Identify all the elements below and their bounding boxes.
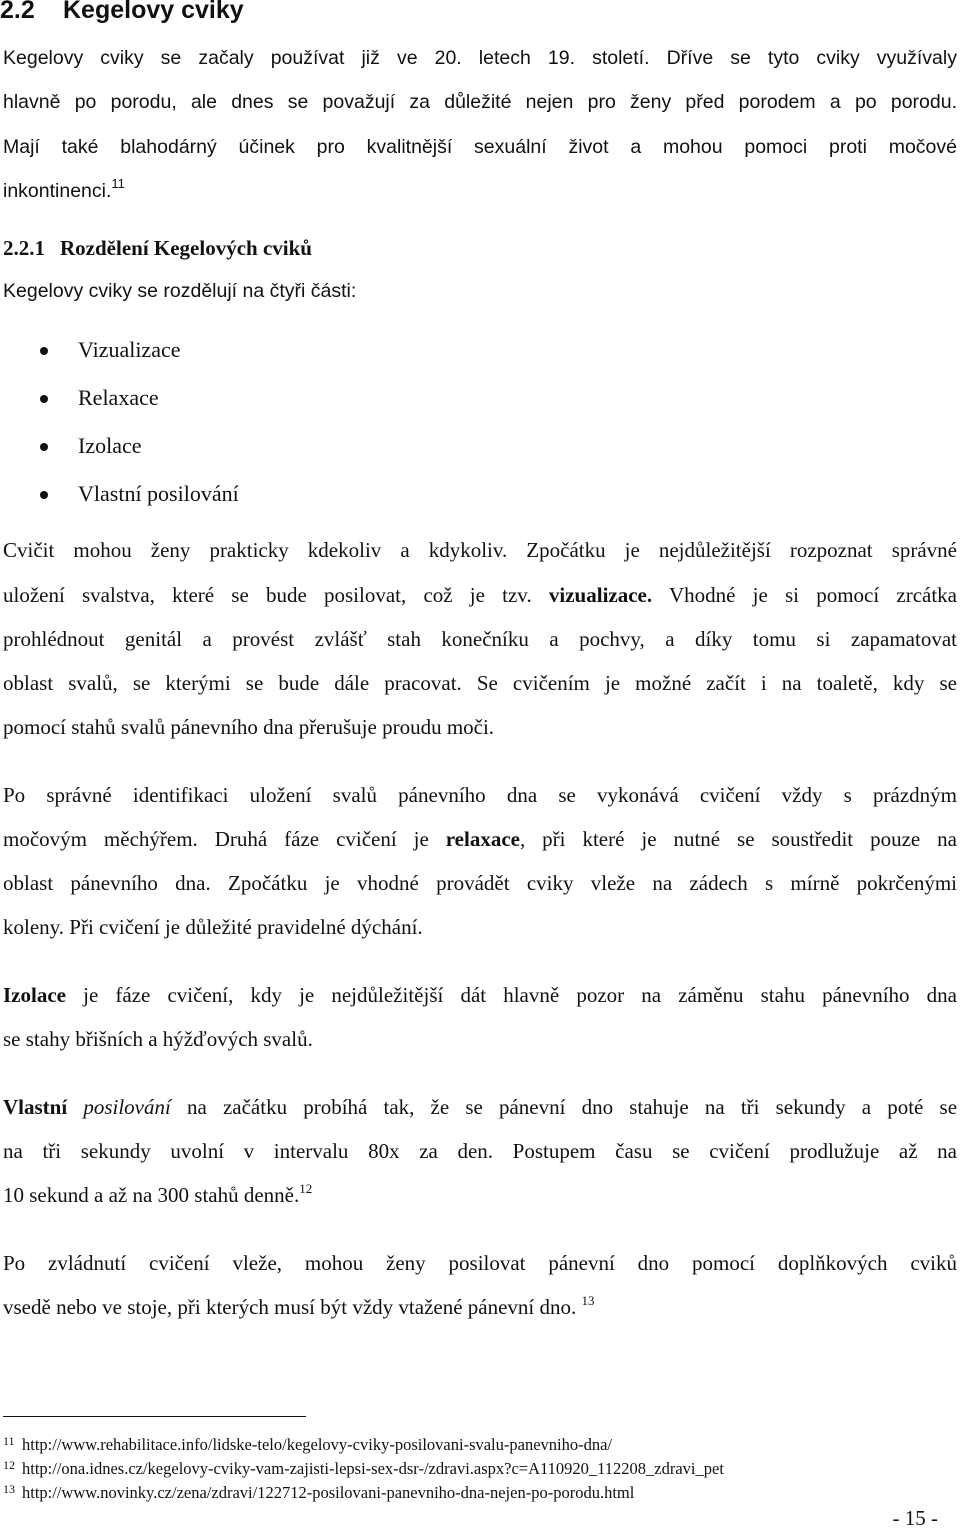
para5-line-2-text: vsedě nebo ve stoje, při kterých musí být vždy vtažené pánevní dno. <box>3 1295 577 1319</box>
para1-line-3: prohlédnout genitál a provést zvlášť stah konečníku a pochvy, a díky tomu si zapamatovat <box>3 627 957 651</box>
section-heading <box>0 0 244 25</box>
footnote-mark: 13 <box>3 1482 15 1496</box>
term-vlastni: Vlastní <box>3 1095 68 1119</box>
list-item-relaxace: Relaxace <box>78 385 159 410</box>
para2-line-4: koleny. Při cvičení je důležité pravidelné dýchání. <box>3 915 423 939</box>
para3-line-1-post: je fáze cvičení, kdy je nejdůležitější dát hlavně pozor na záměnu stahu pánevního dna <box>65 983 957 1007</box>
section-number: 2.2 <box>0 0 35 24</box>
intro-line-3: Mají také blahodárný účinek pro kvalitnější sexuální život a mohou pomoci proti močové <box>3 136 957 158</box>
para1-line-2-pre: uložení svalstva, které se bude posilovat, což je tzv. <box>3 583 549 607</box>
page-number: - 15 - <box>892 1506 938 1530</box>
intro-line-2: hlavně po porodu, ale dnes se považují za důležité nejen pro ženy před porodem a po porodu. <box>3 91 957 113</box>
footnote-link[interactable]: http://ona.idnes.cz/kegelovy-cviky-vam-zajisti-lepsi-sex-dsr-/zdravi.aspx?c=A110920_112208_zdravi_pet <box>22 1459 724 1478</box>
section-title: Kegelovy cviky <box>63 0 244 24</box>
para2-line-2-pre: močovým měchýřem. Druhá fáze cvičení je <box>3 827 446 851</box>
term-vizualizace: vizualizace. <box>548 583 653 607</box>
footnote-ref-12: 12 <box>299 1181 313 1196</box>
para3-line-1 <box>3 983 957 1008</box>
term-relaxace: relaxace <box>445 827 520 851</box>
intro-line-4 <box>3 176 957 203</box>
list-item-vizualizace: Vizualizace <box>78 337 181 362</box>
subsection-lead: Kegelovy cviky se rozdělují na čtyři části: <box>3 280 357 302</box>
footnote-13 <box>3 1482 634 1503</box>
list-item-vlastni-posilovani: Vlastní posilování <box>78 481 239 506</box>
bullet-dot <box>40 491 48 499</box>
para1-line-5: pomocí stahů svalů pánevního dna přerušuje proudu moči. <box>3 715 495 739</box>
bullet-dot <box>40 395 48 403</box>
intro-line-4-text: inkontinenci. <box>3 180 112 202</box>
para1-line-4: oblast svalů, se kterými se bude dále pracovat. Se cvičením je možné začít i na toaletě, kdy se <box>3 671 957 695</box>
subsection-title: Rozdělení Kegelových cviků <box>60 236 312 260</box>
para5-line-1: Po zvládnutí cvičení vleže, mohou ženy posilovat pánevní dno pomocí doplňkových cviků <box>3 1251 957 1275</box>
footnote-ref-11: 11 <box>111 176 125 191</box>
subsection-heading <box>3 236 312 261</box>
para4-line-1 <box>3 1095 957 1120</box>
footnote-mark: 12 <box>3 1458 15 1472</box>
para1-line-1: Cvičit mohou ženy prakticky kdekoliv a kdykoliv. Zpočátku je nejdůležitější rozpoznat správné <box>3 538 957 562</box>
bullet-dot <box>40 347 48 355</box>
term-posilovani: posilování <box>83 1095 171 1119</box>
para2-line-2-post: , při které je nutné se soustředit pouze na <box>519 827 957 851</box>
bullet-dot <box>40 443 48 451</box>
footnote-11 <box>3 1434 612 1455</box>
para1-line-2 <box>3 583 957 608</box>
para5-line-2 <box>3 1295 957 1320</box>
para2-line-1: Po správné identifikaci uložení svalů pánevního dna se vykonává cvičení vždy s prázdným <box>3 783 957 807</box>
para4-line-1-post: na začátku probíhá tak, že se pánevní dno stahuje na tři sekundy a poté se <box>170 1095 958 1119</box>
para4-line-3 <box>3 1183 957 1208</box>
footnote-12 <box>3 1458 724 1479</box>
term-izolace: Izolace <box>3 983 66 1007</box>
footnote-ref-13: 13 <box>581 1293 595 1308</box>
para1-line-2-post: Vhodné je si pomocí zrcátka <box>652 583 957 607</box>
footnote-link[interactable]: http://www.rehabilitace.info/lidske-telo/kegelovy-cviky-posilovani-svalu-panevniho-dna/ <box>22 1435 613 1454</box>
footnote-mark: 11 <box>3 1434 15 1448</box>
para4-line-3-text: 10 sekund a až na 300 stahů denně. <box>3 1183 300 1207</box>
para2-line-3: oblast pánevního dna. Zpočátku je vhodné provádět cviky vleže na zádech s mírně pokrčenými <box>3 871 957 895</box>
para3-line-2: se stahy břišních a hýžďových svalů. <box>3 1027 313 1051</box>
para4-line-2: na tři sekundy uvolní v intervalu 80x za den. Postupem času se cvičení prodlužuje až na <box>3 1139 957 1163</box>
footnote-separator <box>3 1416 306 1417</box>
footnote-link[interactable]: http://www.novinky.cz/zena/zdravi/122712-posilovani-panevniho-dna-nejen-po-porodu.html <box>22 1483 635 1502</box>
list-item-izolace: Izolace <box>78 433 142 458</box>
intro-line-1: Kegelovy cviky se začaly používat již ve 20. letech 19. století. Dříve se tyto cviky využívaly <box>3 47 957 69</box>
para2-line-2 <box>3 827 957 852</box>
subsection-number: 2.2.1 <box>3 236 45 260</box>
